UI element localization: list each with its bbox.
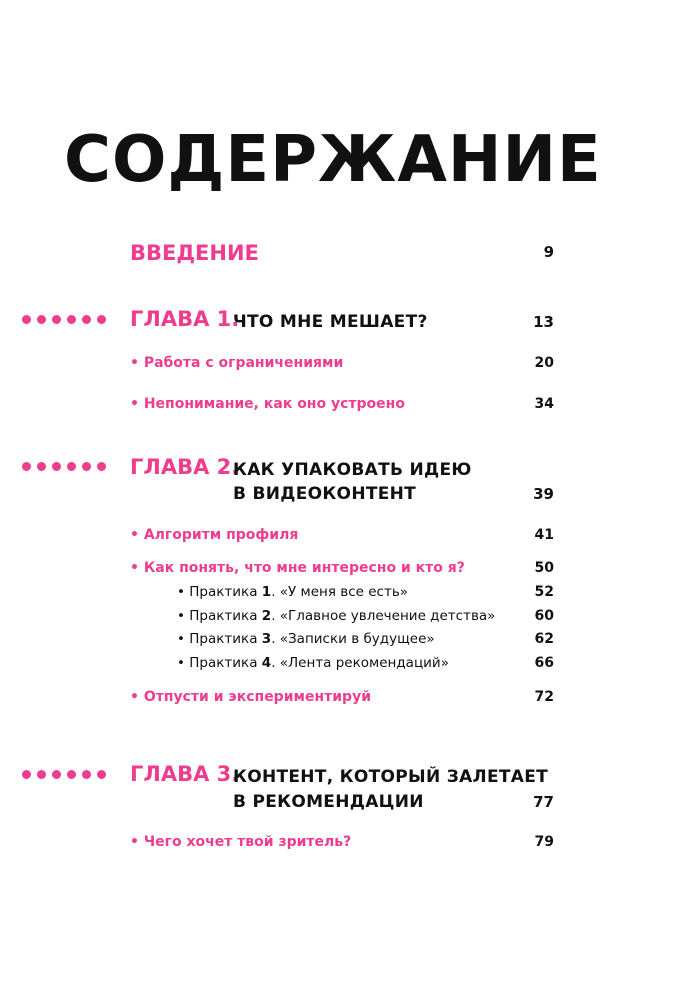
section-misunderstanding-page: 34 <box>534 396 554 412</box>
chapter-2-dots <box>22 462 106 471</box>
section-viewer-wants-page: 79 <box>534 834 554 850</box>
practice-2-page: 60 <box>534 608 554 624</box>
chapter-3-label[interactable]: ГЛАВА 3. <box>130 762 240 786</box>
section-who-am-i-page: 50 <box>534 560 554 576</box>
chapter-1-title[interactable]: ЧТО МНЕ МЕШАЕТ? <box>233 312 428 332</box>
practice-2[interactable]: • Практика 2. «Главное увлечение детства» <box>177 608 496 624</box>
chapter-3-dots <box>22 770 106 779</box>
practice-3-page: 62 <box>534 631 554 647</box>
chapter-3-title-line1[interactable]: КОНТЕНТ, КОТОРЫЙ ЗАЛЕТАЕТ <box>233 767 549 787</box>
chapter-1-dots <box>22 315 106 324</box>
practice-3[interactable]: • Практика 3. «Записки в будущее» <box>177 631 435 647</box>
section-profile-algorithm-page: 41 <box>534 527 554 543</box>
chapter-3-page: 77 <box>533 793 554 811</box>
page-title: СОДЕРЖАНИЕ <box>64 123 602 197</box>
section-profile-algorithm[interactable]: • Алгоритм профиля <box>130 527 299 543</box>
chapter-2-label[interactable]: ГЛАВА 2. <box>130 455 240 479</box>
chapter-2-page: 39 <box>533 485 554 503</box>
practice-1-page: 52 <box>534 584 554 600</box>
chapter-2-title-line2[interactable]: В ВИДЕОКОНТЕНТ <box>233 484 417 504</box>
intro-page: 9 <box>543 243 554 261</box>
chapter-2-title-line1[interactable]: КАК УПАКОВАТЬ ИДЕЮ <box>233 460 472 480</box>
practice-4-page: 66 <box>534 655 554 671</box>
section-experiment[interactable]: • Отпусти и экспериментируй <box>130 689 372 705</box>
practice-4[interactable]: • Практика 4. «Лента рекомендаций» <box>177 655 449 671</box>
section-restrictions[interactable]: • Работа с ограничениями <box>130 355 344 371</box>
section-restrictions-page: 20 <box>534 355 554 371</box>
practice-1[interactable]: • Практика 1. «У меня все есть» <box>177 584 409 600</box>
section-who-am-i[interactable]: • Как понять, что мне интересно и кто я? <box>130 560 465 576</box>
chapter-3-title-line2[interactable]: В РЕКОМЕНДАЦИИ <box>233 792 424 812</box>
chapter-1-label[interactable]: ГЛАВА 1. <box>130 307 240 331</box>
chapter-1-page: 13 <box>533 313 554 331</box>
section-viewer-wants[interactable]: • Чего хочет твой зритель? <box>130 834 352 850</box>
section-experiment-page: 72 <box>534 689 554 705</box>
intro-label[interactable]: ВВЕДЕНИЕ <box>130 241 259 265</box>
section-misunderstanding[interactable]: • Непонимание, как оно устроено <box>130 396 405 412</box>
